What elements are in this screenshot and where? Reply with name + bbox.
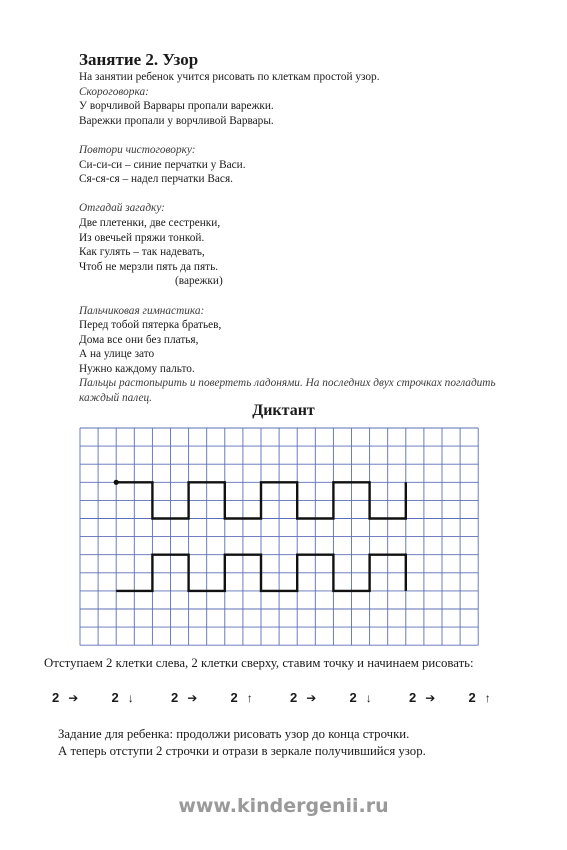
lesson-intro: На занятии ребенок учится рисовать по клеткам простой узор. <box>79 71 380 83</box>
dictation-steps <box>52 690 522 712</box>
arrow-right-icon: ➔ <box>425 691 436 705</box>
task-line: А теперь отступи 2 строчки и отрази в зеркале получившийся узор. <box>58 744 426 758</box>
finger-gym-line: Дома все они без платья, <box>79 333 199 346</box>
lesson-title: Занятие 2. Узор <box>79 50 199 69</box>
site-watermark: www.kindergenii.ru <box>178 795 389 817</box>
riddle-heading: Отгадай загадку: <box>79 202 165 215</box>
dictation-title: Диктант <box>252 402 315 419</box>
tongue-twister-line: Варежки пропали у ворчливой Варвары. <box>79 114 274 127</box>
task-line: Задание для ребенка: продолжи рисовать узор до конца строчки. <box>58 727 410 741</box>
finger-gym-heading: Пальчиковая гимнастика: <box>79 304 205 317</box>
pure-phrase-line: Си-си-си – синие перчатки у Васи. <box>79 158 246 171</box>
finger-gym-line: Перед тобой пятерка братьев, <box>79 319 222 332</box>
task-text <box>58 726 426 760</box>
arrow-down-icon: ↓ <box>365 691 372 705</box>
dictation-step <box>231 690 253 705</box>
dictation-step <box>290 690 316 705</box>
riddle-answer: (варежки) <box>175 275 223 288</box>
start-dot <box>114 480 119 485</box>
arrow-right-icon: ➔ <box>68 691 79 705</box>
tongue-twister-line: У ворчливой Варвары пропали варежки. <box>79 100 274 113</box>
arrow-right-icon: ➔ <box>187 691 198 705</box>
pure-phrase-heading: Повтори чистоговорку: <box>79 143 196 156</box>
finger-gym-line: Нужно каждому пальто. <box>79 362 195 375</box>
arrow-up-icon: ↑ <box>246 691 253 705</box>
dictation-step <box>171 690 197 705</box>
arrow-right-icon: ➔ <box>306 691 317 705</box>
dictation-step <box>469 690 491 705</box>
dictation-step <box>52 690 78 705</box>
riddle-line: Из овечьей пряжи тонкой. <box>79 231 205 244</box>
step-count: 2 <box>171 690 179 705</box>
step-count: 2 <box>409 690 417 705</box>
arrow-up-icon: ↑ <box>484 691 491 705</box>
dictation-step <box>350 690 372 705</box>
pure-phrase-line: Ся-ся-ся – надел перчатки Вася. <box>79 173 233 186</box>
riddle-line: Две плетенки, две сестренки, <box>79 216 221 229</box>
riddle-line: Чтоб не мерзли пять да пять. <box>79 260 219 273</box>
step-count: 2 <box>111 690 119 705</box>
step-count: 2 <box>349 690 357 705</box>
arrow-down-icon: ↓ <box>127 691 134 705</box>
dictation-step <box>409 690 435 705</box>
step-count: 2 <box>468 690 476 705</box>
tongue-twister-heading: Скороговорка: <box>79 85 149 98</box>
riddle-line: Как гулять – так надевать, <box>79 246 205 259</box>
dictation-step <box>112 690 134 705</box>
dictation-instruction: Отступаем 2 клетки слева, 2 клетки сверху, ставим точку и начинаем рисовать: <box>44 656 474 670</box>
step-count: 2 <box>290 690 298 705</box>
finger-gym-note: Пальцы растопырить и повертеть ладонями. На последних двух строчках погладить каждый палец. <box>79 377 496 405</box>
step-count: 2 <box>52 690 60 705</box>
step-count: 2 <box>230 690 238 705</box>
finger-gym-line: А на улице зато <box>79 348 155 361</box>
